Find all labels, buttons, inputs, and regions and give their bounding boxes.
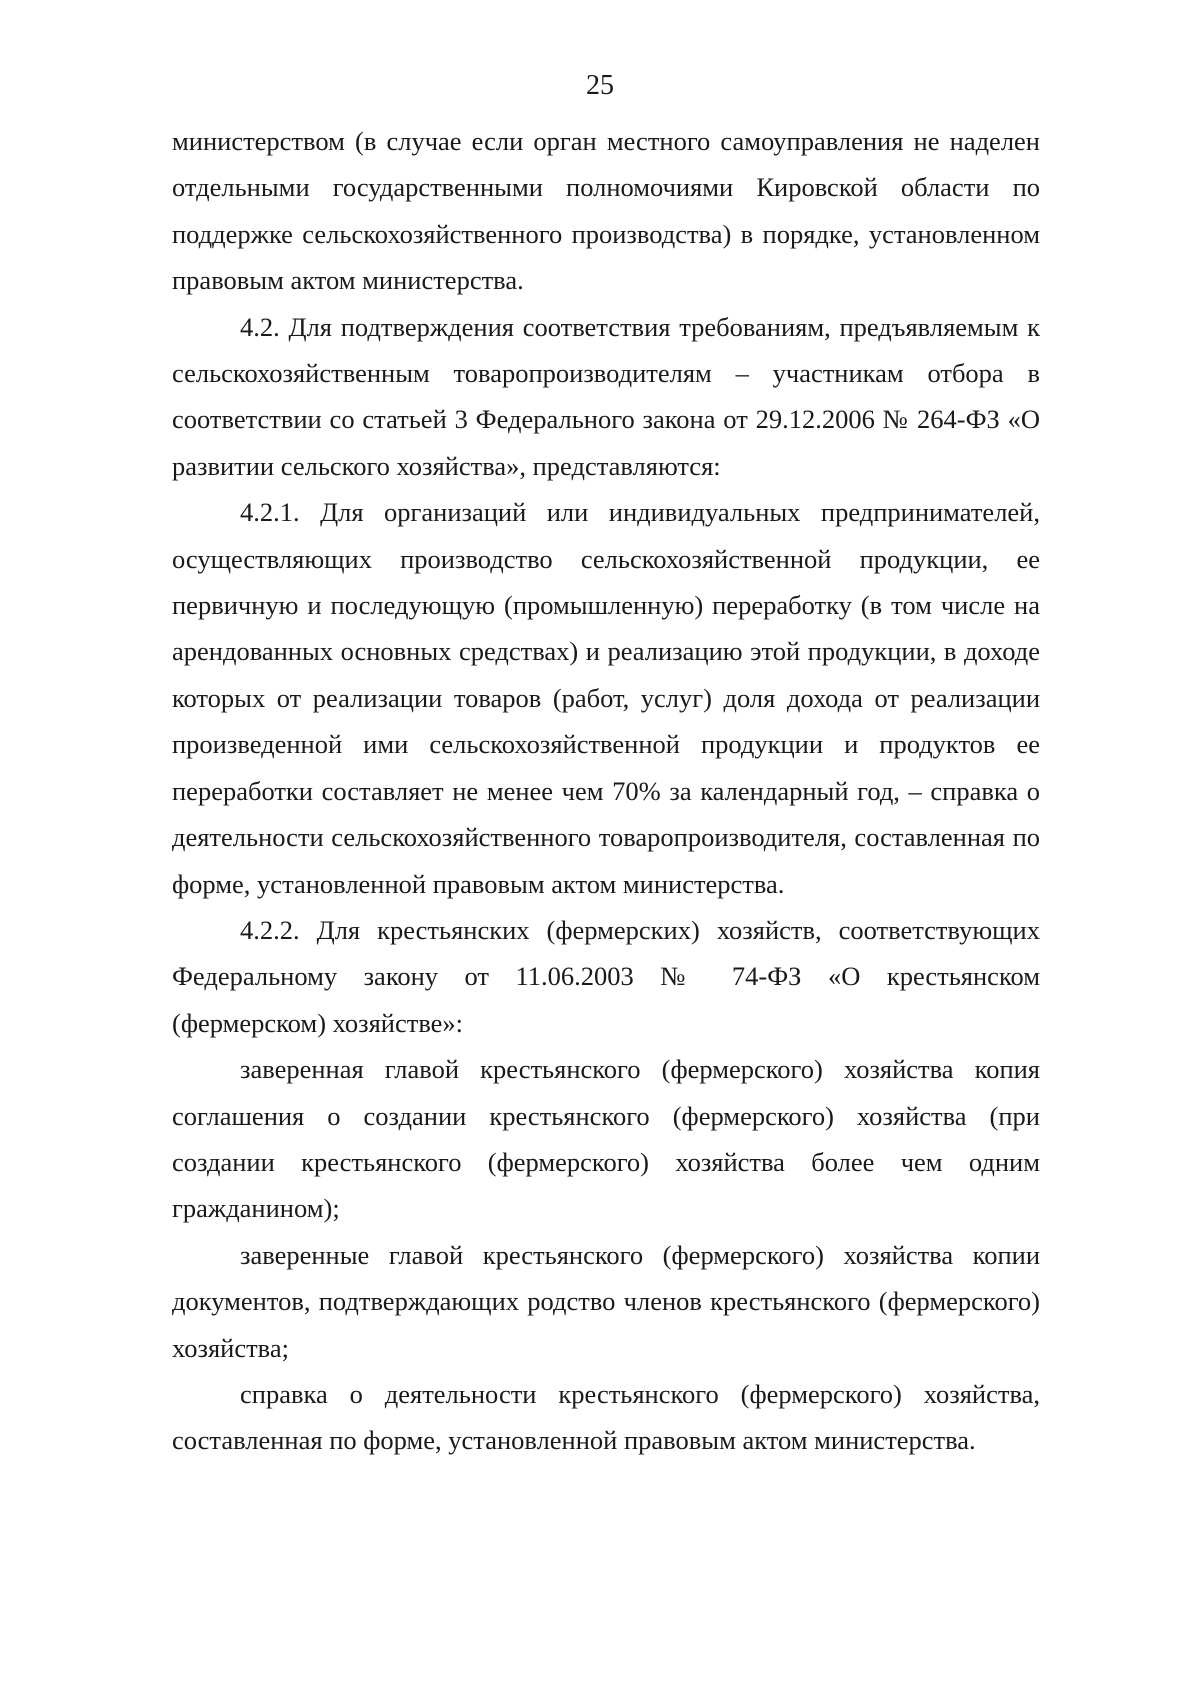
document-body (172, 118, 1040, 1464)
list-item-activity-certificate: справка о деятельности крестьянского (фермерского) хозяйства, составленная по форме, установленной правовым актом министерства. (172, 1378, 1040, 1456)
paragraph-4-2: 4.2. Для подтверждения соответствия требованиям, предъявляемым к сельскохозяйственным товаропроизводителям – участникам отбора в соответствии со статьей 3 Федерального закона от 29.12.2006 № 264-ФЗ «О развитии сельского хозяйства», представляются: (172, 311, 1040, 481)
paragraph-4-2-2: 4.2.2. Для крестьянских (фермерских) хозяйств, соответствующих Федеральному закону от 11.06.2003 № 74-ФЗ «О крестьянском (фермерском) хозяйстве»: (172, 914, 1040, 1038)
paragraph-4-2-1: 4.2.1. Для организаций или индивидуальных предпринимателей, осуществляющих производство сельскохозяйственной продукции, ее первичную и последующую (промышленную) переработку (в том числе на арендованных основных средствах) и реализацию этой продукции, в доходе которых от реализации товаров (работ, услуг) доля дохода от реализации произведенной ими сельскохозяйственной продукции и продуктов ее переработки составляет не менее чем 70% за календарный год, – справка о деятельности сельскохозяйственного товаропроизводителя, составленная по форме, установленной правовым актом министерства. (172, 497, 1040, 899)
paragraph-continuation: министерством (в случае если орган местного самоуправления не наделен отдельными государственными полномочиями Кировской области по поддержке сельскохозяйственного производства) в порядке, установленном правовым актом министерства. (172, 126, 1040, 296)
list-item-agreement-copy: заверенная главой крестьянского (фермерского) хозяйства копия соглашения о создании крестьянского (фермерского) хозяйства (при создании крестьянского (фермерского) хозяйства более чем одним гражданином); (172, 1054, 1040, 1224)
page-number: 25 (586, 70, 614, 101)
list-item-kinship-documents: заверенные главой крестьянского (фермерского) хозяйства копии документов, подтверждающих родство членов крестьянского (фермерского) хозяйства; (172, 1239, 1040, 1363)
